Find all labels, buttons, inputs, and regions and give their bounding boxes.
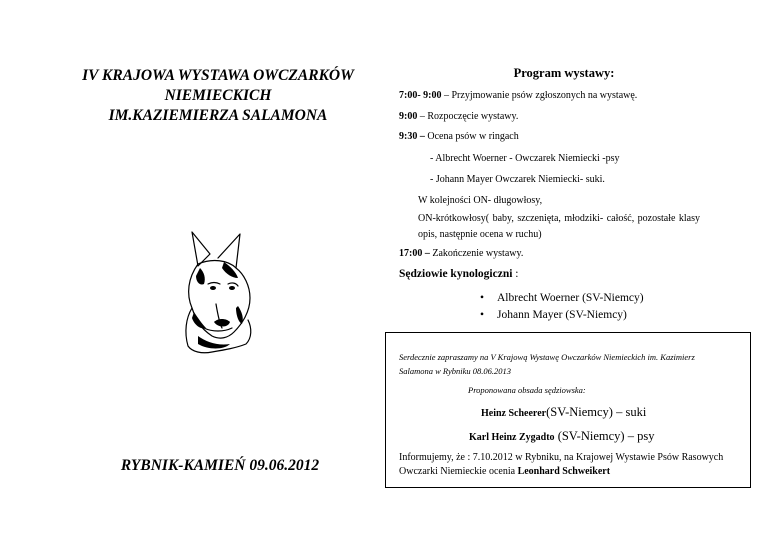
proposed-judge-1 — [481, 403, 646, 421]
classes-note: ON-krótkowłosy( baby, szczenięta, młodziki- całość, pozostałe klasy opis, następnie ocena w ruchu) — [418, 213, 700, 240]
info-body: Informujemy, że : 7.10.2012 w Rybniku, na Krajowej Wystawie Psów Rasowych Owczarki Niemieckie ocenia — [399, 452, 724, 477]
program-text-3: Ocena psów w ringach — [424, 131, 519, 142]
ring-judge-1: - Albrecht Woerner - Owczarek Niemiecki -psy — [430, 153, 620, 164]
judges-list — [480, 290, 644, 324]
ring-judge-2: - Johann Mayer Owczarek Niemiecki- suki. — [430, 174, 605, 185]
program-item-2 — [399, 111, 518, 122]
program-item-4 — [399, 248, 523, 259]
exhibition-title — [70, 66, 366, 126]
judges-heading-text: Sędziowie kynologiczni — [399, 268, 513, 280]
program-item-1 — [399, 90, 637, 101]
info-text — [399, 451, 729, 479]
title-line-3: IM.KAZIEMIERZA SALAMONA — [108, 107, 328, 124]
title-line-1: IV KRAJOWA WYSTAWA OWCZARKÓW — [82, 67, 354, 84]
info-judge-name: Leonhard Schweikert — [517, 466, 611, 477]
program-time-2: 9:00 — [399, 111, 418, 122]
proposed-judges-label: Proponowana obsada sędziowska: — [468, 385, 586, 395]
program-text-1: – Przyjmowanie psów zgłoszonych na wystawę. — [441, 90, 638, 101]
title-line-2: NIEMIECKICH — [164, 87, 272, 104]
proposed-judge-1-name: Heinz Scheerer — [481, 408, 547, 419]
program-item-3 — [399, 131, 519, 142]
program-time-3: 9:30 – — [399, 131, 425, 142]
program-time-4: 17:00 – — [399, 248, 430, 259]
german-shepherd-head-icon — [178, 228, 260, 356]
judges-heading — [399, 268, 518, 280]
program-text-2: – Rozpoczęcie wystawy. — [417, 111, 519, 122]
proposed-judge-1-detail: (SV-Niemcy) – suki — [546, 405, 647, 419]
invitation-text: Serdecznie zapraszamy na V Krajową Wystawę Owczarków Niemieckich im. Kazimierz Salamona w Rybniku 08.06.2013 — [399, 352, 695, 376]
judge-list-item: • Johann Mayer (SV-Niemcy) — [480, 307, 644, 324]
proposed-judge-2-name: Karl Heinz Zygadto — [469, 432, 555, 443]
announcement-box — [385, 332, 751, 488]
location-date: RYBNIK-KAMIEŃ 09.06.2012 — [120, 457, 320, 474]
order-note: W kolejności ON- długowłosy, — [418, 195, 543, 206]
judge-list-item: • Albrecht Woerner (SV-Niemcy) — [480, 290, 644, 307]
proposed-judge-2 — [469, 427, 654, 445]
program-title: Program wystawy: — [513, 66, 615, 80]
program-text-4: Zakończenie wystawy. — [429, 248, 524, 259]
proposed-judge-2-detail: (SV-Niemcy) – psy — [554, 429, 655, 443]
judges-heading-colon: : — [512, 268, 519, 280]
program-time-1: 7:00- 9:00 — [399, 90, 442, 101]
